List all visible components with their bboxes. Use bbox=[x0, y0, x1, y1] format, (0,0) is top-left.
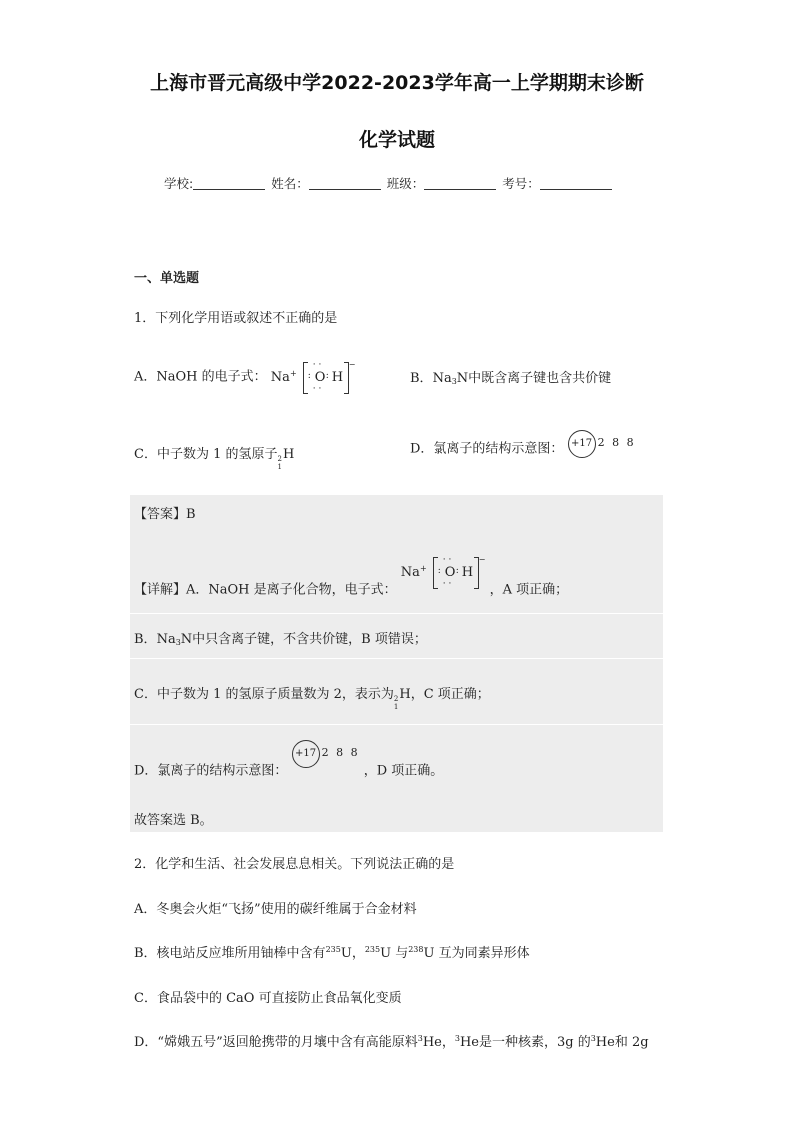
q2-option-d: D．“嫦娥五号”返回舱携带的月壤中含有高能原料$^3$He，$^3$He是一种核素，3g 的$^3$He和 2g bbox=[134, 1034, 649, 1050]
q2-option-c: C．食品袋中的 CaO 可直接防止食品氧化变质 bbox=[134, 991, 402, 1006]
q2-option-a: A．冬奥会火炬“飞扬”使用的碳纤维属于合金材料 bbox=[134, 902, 417, 917]
class-field[interactable] bbox=[424, 177, 496, 190]
answer-label: 【答案】B bbox=[134, 507, 196, 522]
class-label: 班级： bbox=[386, 176, 425, 191]
school-label: 学校: bbox=[164, 176, 194, 191]
q2-stem: 2．化学和生活、社会发展息息相关。下列说法正确的是 bbox=[134, 857, 455, 872]
student-info-row bbox=[164, 174, 614, 192]
chloride-ion-diagram-2: +17 2 8 8 bbox=[292, 740, 360, 774]
chloride-ion-diagram: +17 2 8 8 bbox=[568, 430, 636, 464]
page-title: 上海市晋元高级中学2022-2023学年高一上学期期末诊断 bbox=[150, 72, 644, 94]
name-label: 姓名： bbox=[271, 176, 309, 191]
q1-stem: 1．下列化学用语或叙述不正确的是 bbox=[134, 311, 338, 326]
name-field[interactable] bbox=[309, 177, 381, 190]
number-label: 考号： bbox=[502, 176, 540, 191]
answer-detail-d: D．氯离子的结构示意图： +17 2 8 8 ，D 项正确。 bbox=[134, 740, 443, 779]
answer-panel bbox=[130, 495, 663, 832]
answer-detail-c: C．中子数为 1 的氢原子质量数为 2，表示为 2 1 H，C 项正确； bbox=[134, 687, 490, 711]
answer-conclusion: 故答案选 B。 bbox=[134, 813, 213, 828]
q1-option-a: A．NaOH 的电子式： Na+ · · : O : H · · − bbox=[134, 359, 356, 394]
number-field[interactable] bbox=[540, 177, 612, 190]
naoh-electron-formula: Na+ · · : O : H · · − bbox=[270, 359, 356, 394]
answer-detail-b: B．$Na_3N$中只含离子键，不含共价键，B 项错误； bbox=[134, 632, 427, 647]
school-field[interactable] bbox=[193, 177, 265, 190]
q1-option-c: C．中子数为 1 的氢原子 2 1 H bbox=[134, 447, 295, 471]
answer-detail-a: 【详解】A．NaOH 是离子化合物，电子式： Na+ · · : O : H · · − ，A 项正确； bbox=[134, 554, 569, 598]
q1-option-d: D．氯离子的结构示意图： +17 2 8 8 bbox=[410, 430, 636, 464]
q2-option-b: B．核电站反应堆所用铀棒中含有$^{235}$U，$^{235}$U 与$^{238}$U 互为同素异形体 bbox=[134, 945, 530, 961]
section-title: 一、单选题 bbox=[134, 271, 200, 286]
naoh-electron-formula-2: Na+ · · : O : H · · − bbox=[400, 554, 486, 589]
page-subtitle: 化学试题 bbox=[358, 129, 435, 151]
q1-option-b: B．$Na_3N$中既含离子键也含共价键 bbox=[410, 371, 612, 386]
